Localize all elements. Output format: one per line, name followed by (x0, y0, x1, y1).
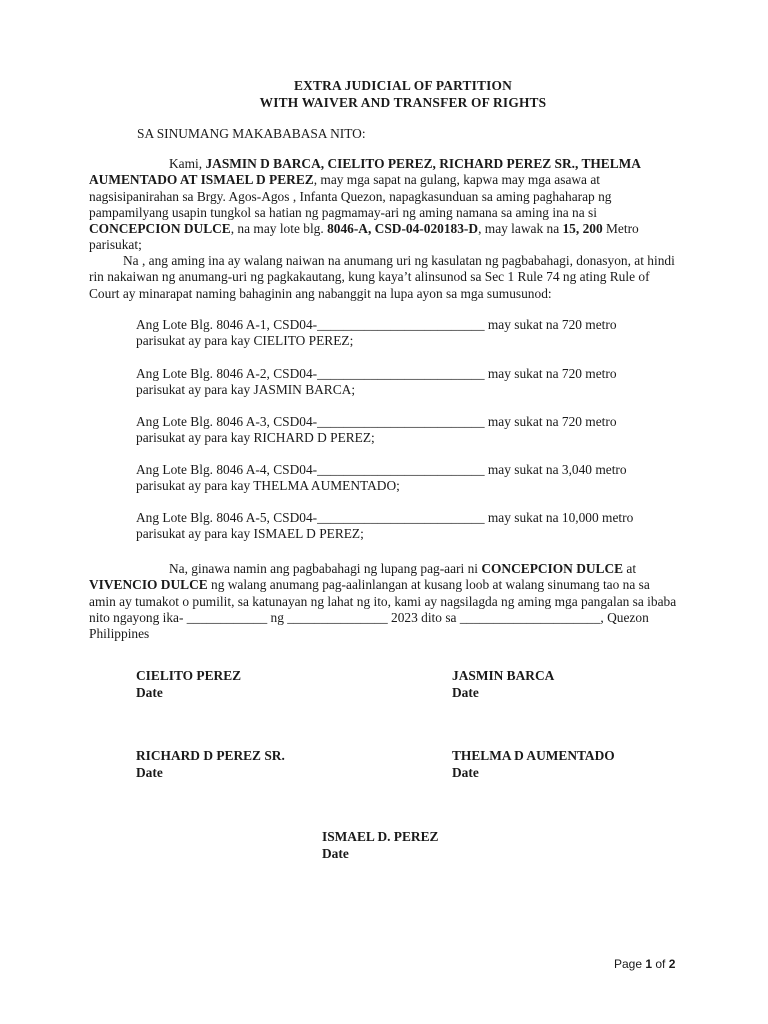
lot-line-2: parisukat ay para kay CIELITO PEREZ; (136, 333, 354, 349)
signatory-date-label: Date (136, 684, 163, 700)
signatory-date-label: Date (452, 684, 479, 700)
signatory-date-label: Date (452, 764, 479, 780)
p2-text: Na , ang aming ina ay walang naiwan na anumang uri ng kasulatan ng pagbabahagi, donasyon, at hindi rin nakaiwan ng anumang-uri ng pagkakautang, kung kaya’t alinsunod sa Sec 1 Rule 74 ng ating Rule of Court ay minarapat naming bahaginin ang nabanggit na lupa ayon sa mga sumusunod: (89, 253, 675, 301)
p1-text-5: Metro parisukat; (89, 221, 639, 253)
p1-area: 15, 200 (562, 221, 603, 237)
signatory-name: ISMAEL D. PEREZ (322, 829, 439, 844)
p1-text-1: Kami, (169, 156, 206, 171)
footer-page-word: Page (614, 957, 646, 971)
signatory-date-label: Date (136, 764, 163, 780)
footer-page-number: 1 (645, 957, 653, 971)
p3-text-2: at (623, 561, 637, 576)
p3-name-1: CONCEPCION DULCE (481, 561, 624, 576)
page-number-footer (614, 957, 675, 971)
lot-line-1: Ang Lote Blg. 8046 A-4, CSD04-_________________________ may sukat na 3,040 metro (136, 462, 627, 477)
lot-item (136, 366, 676, 399)
lot-line-2: parisukat ay para kay ISMAEL D PEREZ; (136, 526, 364, 542)
signatory-date-label: Date (322, 845, 349, 861)
signature-block (136, 668, 241, 701)
paragraph-attestation (89, 561, 677, 642)
salutation: SA SINUMANG MAKABABASA NITO: (137, 126, 366, 141)
footer-page-total: 2 (668, 957, 676, 971)
document-title-line-1: EXTRA JUDICIAL OF PARTITION (293, 78, 513, 93)
lot-line-2: parisukat ay para kay JASMIN BARCA; (136, 382, 356, 398)
lot-line-2: parisukat ay para kay THELMA AUMENTADO; (136, 478, 400, 494)
footer-of-word: of (652, 957, 669, 971)
lot-item (136, 462, 676, 495)
p1-text-2: , may mga sapat na gulang, kapwa may mga asawa at nagsisipanirahan sa Brgy. Agos-Agos , Infanta Quezon, napagkasunduan sa aming paghaharap ng pampamilyang usapin tungkol sa hatian ng pagmamay-ari ng aming namana sa aming ina na si (89, 172, 612, 220)
p3-text-1: Na, ginawa namin ang pagbabahagi ng lupang pag-aari ni (169, 561, 482, 576)
lot-item (136, 414, 676, 447)
signatory-name: THELMA D AUMENTADO (452, 748, 615, 763)
p3-text-3: ng walang anumang pag-aalinlangan at kusang loob at walang sinumang tao na sa amin ay tumakot o pumilit, sa katunayan ng lahat ng ito, kami ay nagsilagda ng aming mga pangalan sa ibaba nito ngayong ika- ____________ ng _______________ 2023 dito sa _____________________, Quezon Philippines (89, 577, 677, 642)
p1-text-4: , may lawak na (478, 221, 563, 237)
document-title-line-2: WITH WAIVER AND TRANSFER OF RIGHTS (259, 95, 547, 110)
p1-mother-name: CONCEPCION DULCE (89, 221, 231, 237)
lot-line-1: Ang Lote Blg. 8046 A-5, CSD04-_________________________ may sukat na 10,000 metro (136, 510, 634, 525)
p1-lot-number: 8046-A, CSD-04-020183-D (327, 221, 479, 237)
lot-line-2: parisukat ay para kay RICHARD D PEREZ; (136, 430, 375, 446)
lot-line-1: Ang Lote Blg. 8046 A-3, CSD04-_________________________ may sukat na 720 metro (136, 414, 617, 429)
signature-block (136, 748, 285, 781)
lot-line-1: Ang Lote Blg. 8046 A-1, CSD04-_________________________ may sukat na 720 metro (136, 317, 617, 332)
lot-line-1: Ang Lote Blg. 8046 A-2, CSD04-_________________________ may sukat na 720 metro (136, 366, 617, 381)
signature-block (322, 829, 438, 862)
signatory-name: CIELITO PEREZ (136, 668, 242, 683)
signatory-name: RICHARD D PEREZ SR. (136, 748, 285, 763)
lot-item (136, 510, 676, 543)
signature-block (452, 668, 554, 701)
paragraph-no-will (89, 253, 677, 302)
p3-name-2: VIVENCIO DULCE (89, 577, 208, 593)
signature-block (452, 748, 615, 781)
lot-item (136, 317, 676, 350)
p1-heirs-names: JASMIN D BARCA, CIELITO PEREZ, RICHARD PEREZ SR., THELMA AUMENTADO AT ISMAEL D PEREZ (89, 156, 641, 188)
signatory-name: JASMIN BARCA (452, 668, 555, 683)
paragraph-parties (89, 156, 677, 254)
p1-text-3: , na may lote blg. (230, 221, 328, 237)
